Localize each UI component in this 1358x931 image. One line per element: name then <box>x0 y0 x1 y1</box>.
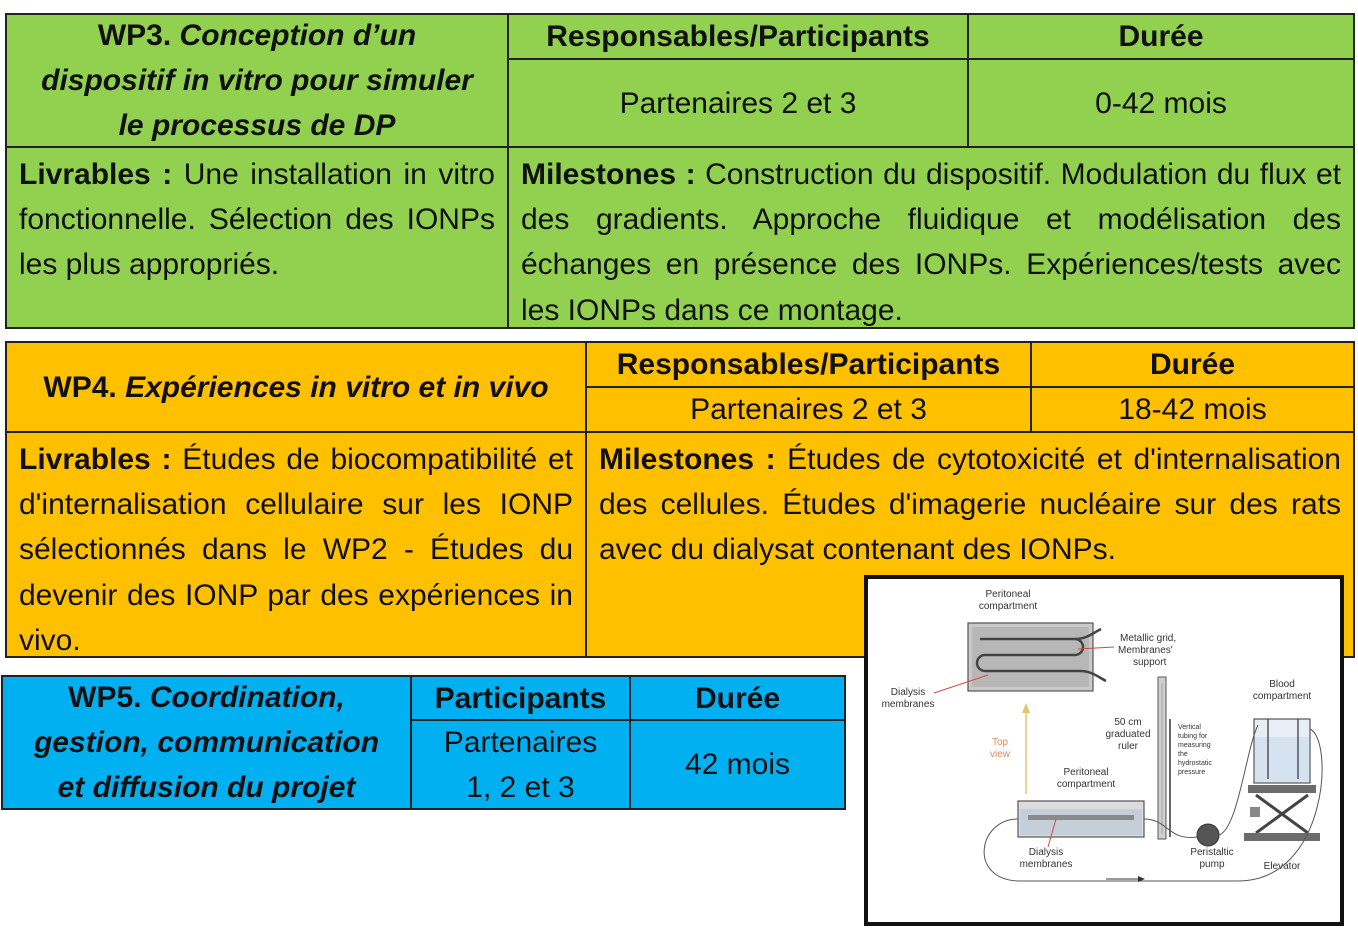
wp5-title-line2: gestion, communication <box>33 726 380 759</box>
wp4-header-participants <box>585 341 1032 388</box>
setup-diagram-svg <box>868 579 1340 922</box>
wp4-participants <box>585 386 1032 433</box>
wp5-duration-value: 42 mois <box>684 748 791 781</box>
wp3-title-cell <box>5 13 509 148</box>
wp4-deliverables-body: Études de biocompatibilité et d'internalisation cellulaire sur les IONP sélectionnés dans le WP2 - Études du devenir des IONP par des expériences in vivo. <box>19 443 573 657</box>
wp3-milestones-body: Construction du dispositif. Modulation du flux et des gradients. Approche fluidique et modélisation des échanges en présence des IONPs. Expériences/tests avec les IONPs dans ce montage. <box>521 158 1342 327</box>
wp4-deliverables <box>5 431 587 658</box>
wp3-deliverables <box>5 146 509 329</box>
wp3-participants <box>507 58 969 148</box>
wp3-title-prefix: WP3. <box>97 19 172 52</box>
wp5-header-duration <box>629 675 846 721</box>
wp5-header-participants-label: Participants <box>434 681 607 715</box>
graduated-ruler <box>1158 677 1166 839</box>
blood-compartment-beaker <box>1254 719 1310 783</box>
wp3-header-duration <box>967 13 1355 60</box>
wp3-duration <box>967 58 1355 148</box>
wp3-milestones-text <box>509 148 1353 333</box>
wp5-title-line1: Coordination, <box>149 681 345 714</box>
wp3-title-line3: le processus de DP <box>118 109 396 142</box>
wp4-duration <box>1030 386 1355 433</box>
wp5-duration <box>629 719 846 810</box>
wp3-deliverables-label: Livrables : <box>19 158 173 191</box>
label-elevator: Elevator <box>1263 861 1301 872</box>
wp5-participants <box>410 719 631 810</box>
wp3-deliverables-text <box>7 148 507 288</box>
wp5-title-cell <box>1 675 412 810</box>
label-vertical-tubing: Vertical tubing for measuring the hydrostatic pressure <box>1178 724 1212 776</box>
wp3-deliverables-body: Une installation in vitro fonctionnelle. Sélection des IONPs les plus appropriés. <box>19 158 495 282</box>
label-peritoneal-compartment-bottom: Peritoneal compartment <box>1056 767 1116 790</box>
wp5-header-duration-label: Durée <box>694 681 781 715</box>
label-top-view: Top view <box>989 737 1011 760</box>
wp4-milestones-text <box>587 433 1353 573</box>
side-view-compartment <box>1018 801 1144 837</box>
top-view-compartment <box>968 623 1106 691</box>
wp4-milestones-body: Études de cytotoxicité et d'internalisation des cellules. Études d'imagerie nucléaire sur des rats avec du dialysat contenant des IONPs. <box>599 443 1341 567</box>
label-dialysis-membranes-left: Dialysis membranes <box>881 687 935 710</box>
wp5-participants-line1: Partenaires <box>443 725 598 759</box>
label-metallic-grid: Metallic grid, Membranes' support <box>1118 633 1177 668</box>
wp3-title-line2: dispositif in vitro pour simuler <box>41 64 473 97</box>
wp5-title-prefix: WP5. <box>68 681 142 714</box>
wp4-title-cell <box>5 341 587 433</box>
top-view-arrowhead <box>1022 703 1030 713</box>
wp3-milestones-label: Milestones : <box>521 158 696 191</box>
wp3-duration-value: 0-42 mois <box>1095 86 1227 120</box>
blood-inlet-tubing <box>1219 725 1258 835</box>
label-peritoneal-compartment-top: Peritoneal compartment <box>978 589 1038 612</box>
wp3-participants-value: Partenaires 2 et 3 <box>619 86 857 120</box>
wp3-title-line1: Conception d’un <box>179 19 417 52</box>
wp4-header-duration <box>1030 341 1355 388</box>
wp3-header-participants <box>507 13 969 60</box>
wp5-title-line3: et diffusion du projet <box>57 771 356 804</box>
wp5-title <box>34 675 379 810</box>
wp4-header-duration-label: Durée <box>1149 348 1236 381</box>
label-blood-compartment: Blood compartment <box>1252 679 1312 702</box>
wp5-participants-line2: 1, 2 et 3 <box>466 770 575 804</box>
wp3-title <box>41 13 473 148</box>
wp4-title-prefix: WP4. <box>43 370 117 404</box>
wp4-participants-value: Partenaires 2 et 3 <box>690 393 927 426</box>
label-peristaltic-pump: Peristaltic pump <box>1190 847 1234 870</box>
wp4-title <box>43 365 548 410</box>
wp4-milestones-label: Milestones : <box>599 443 776 476</box>
wp5-header-participants <box>410 675 631 721</box>
wp3-milestones <box>507 146 1355 329</box>
wp4-deliverables-label: Livrables : <box>19 443 172 476</box>
setup-diagram <box>864 575 1344 926</box>
label-dialysis-membranes-bottom: Dialysis membranes <box>1019 847 1073 870</box>
label-ruler: 50 cm graduated ruler <box>1105 717 1151 752</box>
wp4-title-rest: Expériences in vitro et in vivo <box>125 370 549 404</box>
peristaltic-pump <box>1197 824 1219 846</box>
wp3-header-duration-label: Durée <box>1118 20 1204 53</box>
wp4-duration-value: 18-42 mois <box>1118 393 1267 426</box>
wp4-deliverables-text <box>7 433 585 663</box>
wp3-header-participants-label: Responsables/Participants <box>546 20 930 53</box>
wp4-header-participants-label: Responsables/Participants <box>616 348 1001 381</box>
